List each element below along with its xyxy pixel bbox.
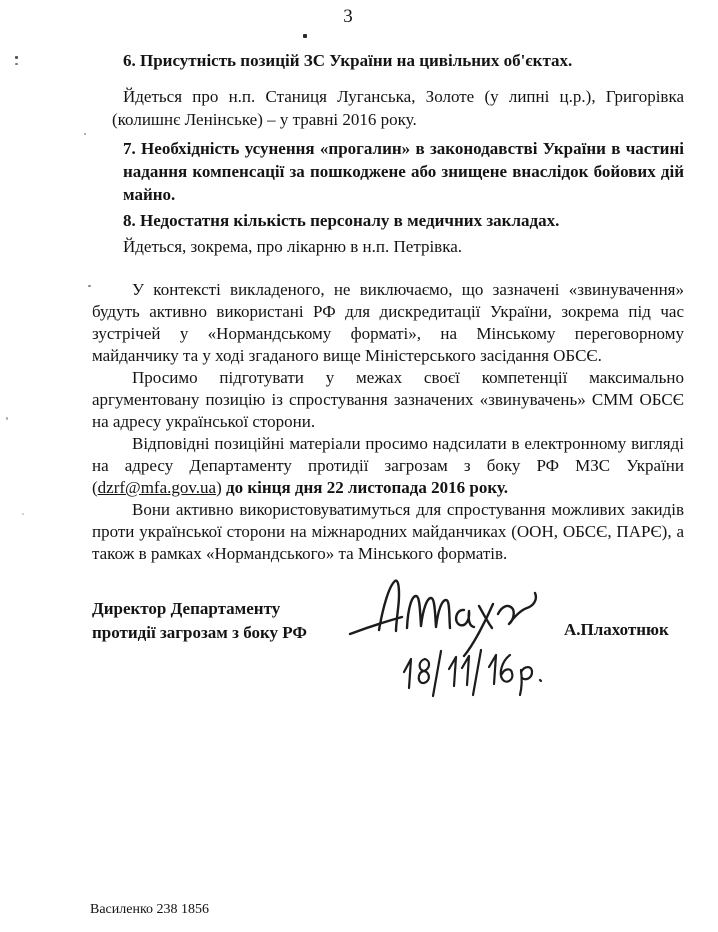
paragraph-materials-text: Відповідні позиційні матеріали просимо надсилати в електронному вигляді на адресу Департаменту протидії загрозам з боку РФ МЗС України ( xyxy=(92,434,684,497)
section-8-body: Йдеться, зокрема, про лікарню в н.п. Петрівка. xyxy=(123,237,463,256)
section-8-heading: 8. Недостатня кількість персоналу в медичних закладах. xyxy=(123,211,560,230)
handwritten-signature xyxy=(348,571,548,701)
scan-artifact xyxy=(303,34,307,38)
footer-reference: Василенко 238 1856 xyxy=(90,902,210,917)
section-6-body: Йдеться про н.п. Станиця Луганська, Золоте (у липні ц.р.), Григорівка (колишнє Ленінське) – у травні 2016 року. xyxy=(112,87,684,129)
scan-artifact xyxy=(6,417,8,420)
scan-artifact xyxy=(84,133,86,135)
email-link: dzrf@mfa.gov.ua xyxy=(97,478,217,497)
document-body xyxy=(92,279,684,565)
paragraph-request: Просимо підготувати у межах своєї компетенції максимально аргументовану позицію із спростування зазначених «звинувачень» СММ ОБСЄ на адресу української сторони. xyxy=(92,368,684,431)
section-6-heading: 6. Присутність позицій ЗС України на цивільних об'єктах. xyxy=(123,51,573,70)
scan-artifact xyxy=(22,513,24,515)
signature-title xyxy=(92,597,352,645)
deadline-text: до кінця дня 22 листопада 2016 року. xyxy=(226,478,508,497)
scan-artifact xyxy=(88,285,91,287)
section-7-heading: 7. Необхідність усунення «прогалин» в законодавстві України в частині надання компенсації за пошкоджене або знищене внаслідок бойових дій майно. xyxy=(123,139,684,204)
paragraph-materials xyxy=(92,433,684,499)
scan-artifact xyxy=(15,63,18,65)
signature-title-line1: Директор Департаменту xyxy=(92,599,281,618)
signature-scrawl xyxy=(350,581,536,656)
signature-title-line2: протидії загрозам з боку РФ xyxy=(92,623,307,642)
paragraph-materials-separator: ) xyxy=(216,478,226,497)
paragraph-context: У контексті викладеного, не виключаємо, що зазначені «звинувачення» будуть активно використані РФ для дискредитації України, зокрема під час зустрічей у «Нормандському форматі», на Мінському переговорному майданчику та у ході згаданого вище Міністерського засідання ОБСЄ. xyxy=(92,280,684,365)
scan-artifact xyxy=(15,56,18,59)
signatory-name: А.Плахотнюк xyxy=(564,620,669,639)
page-number: 3 xyxy=(343,6,353,27)
handwritten-date xyxy=(404,650,541,696)
paragraph-usage: Вони активно використовуватимуться для спростування можливих закидів проти української сторони на міжнародних майданчиках (ООН, ОБСЄ, ПАРЄ), а також в рамках «Нормандського» та Мінського форматів. xyxy=(92,500,684,563)
